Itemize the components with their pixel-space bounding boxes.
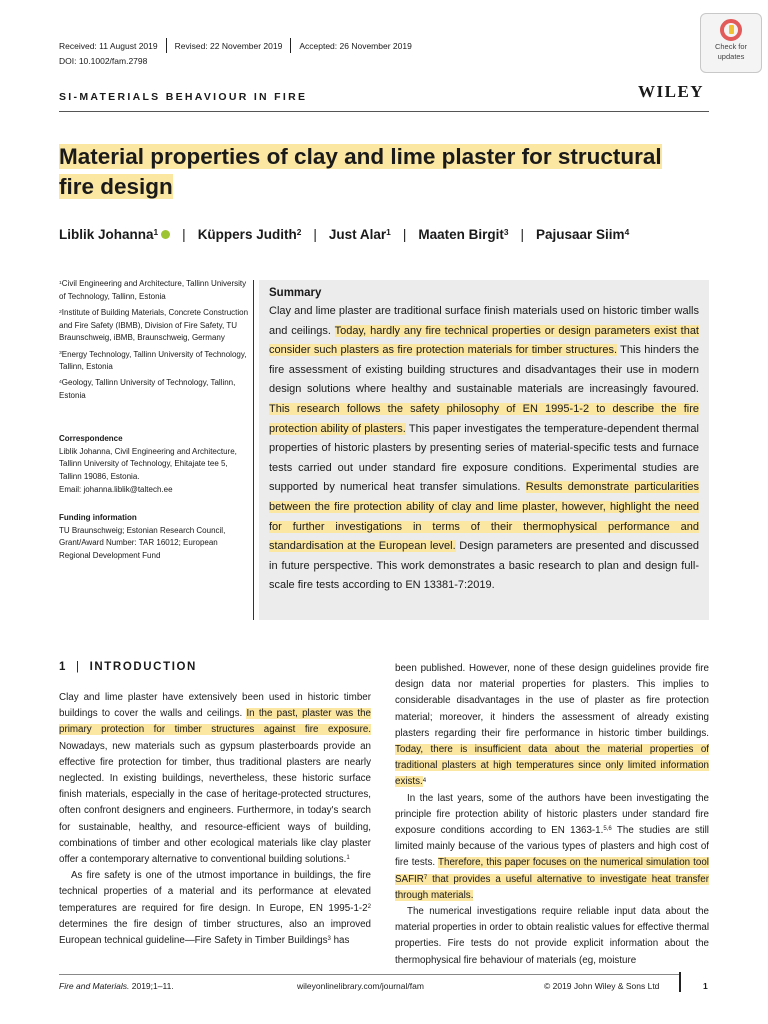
orcid-icon[interactable] [161,230,170,239]
correspondence-heading: Correspondence [59,434,123,443]
paragraph: been published. However, none of these design guidelines provide fire design data nor material properties for plasters. This implies to considerable disadvantages in the use of plaster as fire protection material; moreover, it hinders the assessment of already existing plasters regarding their fire performance in historic timber buildings. Today, there is insufficient data about the material properties of traditional plasters at high temperatures since only limited information exists.$^4$ [395,663,709,788]
right-column [395,661,709,969]
footer-rule [59,974,679,975]
affiliation: $^4$Geology, Tallinn University of Technology, Tallinn, Estonia [59,378,236,401]
doi[interactable]: DOI: 10.1002/fam.2798 [59,56,148,66]
publisher-logo: WILEY [638,82,705,101]
funding-heading: Funding information [59,513,137,522]
affiliations [59,278,249,406]
journal-url[interactable]: wileyonlinelibrary.com/journal/fam [297,981,424,991]
section-heading: 1 | INTRODUCTION [59,661,197,673]
header-rule [59,111,709,112]
citation[interactable]: 2 [367,903,371,910]
paragraph: In the last years, some of the authors have been investigating the principle fire protection ability of historic plasters under standard fire exposure conditions according to EN 1363-1.$^{5,6}$ The studies are still limited mainly because of the various types of plasters and high cost of fire tests. Therefore, this paper focuses on the numerical simulation tool SAFIR$^7$ that provides a useful alternative to investigate heat transfer through materials. [395,792,709,901]
journal-citation: Fire and Materials. 2019;1–11. [59,981,174,991]
page-number: 1 [703,981,708,991]
paragraph: As fire safety is one of the utmost importance in buildings, the fire technical properties of a material and its performance at elevated temperatures are required for fire design. In Europe, EN $1995-1-2^2$ determines the fire design of timber structures, also an improved European technical guideline—Fire Safety in Timber Buildings$^3$ has [59,870,371,947]
badge-line2: updates [717,52,745,61]
check-for-updates-badge[interactable] [700,13,762,73]
date-divider [290,38,291,53]
citation[interactable]: 1 [346,855,350,862]
highlight: This research follows the safety philosophy of EN 1995-1-2 to describe the fire protection ability of plasters. [269,402,699,435]
paragraph: The numerical investigations require reliable input data about the material properties in order to obtain realistic values for effective thermal properties. Fire tests do not provide explicit information about the thermophysical fire behaviour of materials (eg, moisture [395,906,709,966]
badge-line1: Check for [714,42,748,51]
series-label: SI-MATERIALS BEHAVIOUR IN FIRE [59,91,308,103]
copyright: © 2019 John Wiley & Sons Ltd [544,981,660,991]
accepted-date: Accepted: 26 November 2019 [299,40,412,51]
affiliation: $^1$Civil Engineering and Architecture, Tallinn University of Technology, Tallinn, Estonia [59,279,247,301]
correspondence-email[interactable]: Email: johanna.liblik@taltech.ee [59,484,173,494]
citation[interactable]: 4 [422,777,427,784]
revised-date: Revised: 22 November 2019 [174,40,283,51]
received-date: Received: 11 August 2019 [59,40,158,51]
paragraph: Clay and lime plaster have extensively been used in historic timber buildings to cover the walls and ceilings. In the past, plaster was the primary protection for timber structures against fire exposure. Nowadays, new materials such as gypsum plasterboards provide an effective fire protection for timber, thus traditional plasters are nearly neglected. In existing buildings, nevertheless, these historic surface finish materials, especially in the case of heritage-protected structures, often confront designers and engineers. Furthermore, in today's search for sustainable, healthy, and resource-efficient ways of building, combinations of timber and other ecological materials like clay plaster offer a contemporary alternative to conventional building solutions.$^1$ [59,692,371,866]
left-column [59,690,371,949]
author-list [59,227,629,242]
summary-heading: Summary [269,287,322,299]
title-line2: fire design [59,174,173,199]
article-dates [59,38,412,53]
funding-text: TU Braunschweig; Estonian Research Council, Grant/Award Number: TAR 16012; European Regional Development Fund [59,525,226,561]
author-separator: | [313,227,317,242]
crossmark-icon [720,19,742,41]
affiliation: $^2$Institute of Building Materials, Concrete Construction and Fire Safety (IBMB), Division of Fire Safety, TU Braunschweig, iBMB, Braunschweig, Germany [59,307,249,343]
summary-box [259,280,709,620]
correspondence [59,433,249,500]
article-title [59,142,719,202]
author-name[interactable]: Pajusaar Siim$^4$ [536,227,630,242]
sidebar-divider [253,280,254,620]
citation[interactable]: 5,6 [603,826,612,833]
summary-text: Clay and lime plaster are traditional surface finish materials used on historic timber walls and ceilings. Today, hardly any fire technical properties or design parameters exist that consider such plasters as fire protection materials for timber structures. This hinders the fire assessment of existing building structures and disadvantages their use in modern design solutions where healthy and sustainable materials are increasingly favoured. This research follows the safety philosophy of EN 1995-1-2 to describe the fire protection ability of plasters. This paper investigates the temperature-dependent thermal properties of historic plasters by presenting series of material-specific tests and furnace tests carried out under standard fire exposure conditions. Experimental studies are supported by numerical heat transfer simulations. Results demonstrate particularities between the fire protection ability of clay and lime plaster, however, highlight the need for further investigations in terms of their thermophysical performance and standardisation at the European level. Design parameters are presented and discussed in future perspective. This work demonstrates a basic research to plan and design full-scale fire tests according to EN 13381-7:2019. [269,305,699,592]
author-name[interactable]: Just Alar$^1$ [328,227,391,242]
footer-divider [679,972,681,992]
author-separator: | [520,227,525,242]
funding-information [59,512,249,566]
author-separator: | [402,227,407,242]
author-name[interactable]: Liblik Johanna$^1$ [59,227,159,242]
author-name[interactable]: Küppers Judith$^2$ [197,227,302,242]
author-separator: | [182,227,186,242]
citation[interactable]: 7 [423,874,428,881]
highlight: Today, there is insufficient data about the material properties of traditional plasters at high temperatures since only limited information exists. [395,744,709,788]
highlight: Results demonstrate particularities between the fire protection ability of clay and lime plaster, however, highlight the need for further investigations in terms of their thermophysical performance and standardisation at the European level. [269,481,699,553]
citation[interactable]: 3 [327,936,331,943]
highlight: Today, hardly any fire technical properties or design parameters exist that consider such plasters as fire protection materials for timber structures. [269,324,699,357]
highlight: In the past, plaster was the primary protection for timber structures against fire exposure. [59,708,371,736]
author-name[interactable]: Maaten Birgit$^3$ [418,227,509,242]
affiliation: $^3$Energy Technology, Tallinn University of Technology, Tallinn, Estonia [59,349,247,372]
highlight: Therefore, this paper focuses on the numerical simulation tool SAFIR$^7$ that provides a useful alternative to investigate heat transfer through materials. [395,857,709,901]
correspondence-text: Liblik Johanna, Civil Engineering and Architecture, Tallinn University of Technology, Ehitajate tee 5, Tallinn 19086, Estonia. [59,446,237,482]
title-line1: Material properties of clay and lime plaster for structural [59,144,662,169]
date-divider [166,38,167,53]
